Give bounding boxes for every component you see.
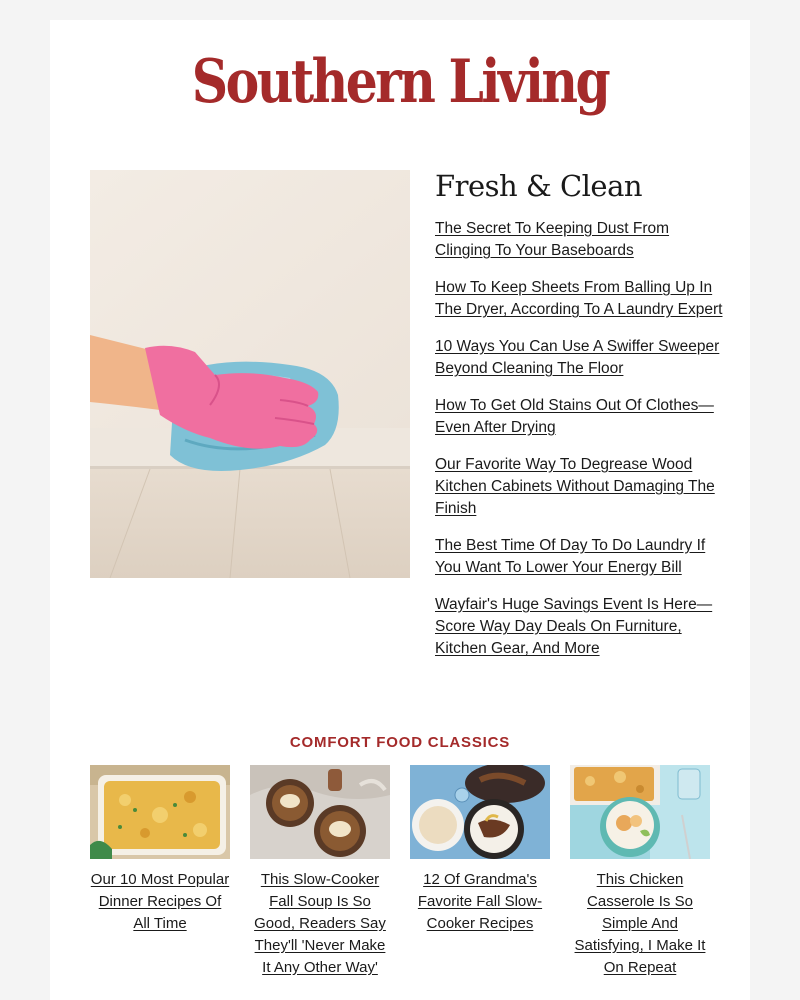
- feature-link-list: [435, 218, 725, 660]
- feature-link-stains[interactable]: How To Get Old Stains Out Of Clothes—Even After Drying: [435, 397, 714, 436]
- feature-link-wayfair[interactable]: Wayfair's Huge Savings Event Is Here—Score Way Day Deals On Furniture, Kitchen Gear, And More: [435, 596, 713, 657]
- email-card: [50, 20, 750, 1000]
- brand-logo[interactable]: Southern Living: [191, 47, 609, 117]
- recipe-card: [570, 765, 710, 979]
- hero-image[interactable]: [90, 170, 410, 578]
- recipe-image-slow-cooker-beef[interactable]: [410, 765, 550, 859]
- recipe-link-chicken-casserole[interactable]: This Chicken Casserole Is So Simple And Satisfying, I Make It On Repeat: [574, 871, 706, 976]
- list-item: [435, 336, 725, 380]
- recipe-link-slow-cooker-soup[interactable]: This Slow-Cooker Fall Soup Is So Good, Readers Say They'll 'Never Make It Any Other Way': [254, 871, 386, 976]
- section-heading: COMFORT FOOD CLASSICS: [289, 734, 511, 751]
- recipe-link-popular-dinners[interactable]: Our 10 Most Popular Dinner Recipes Of All Time: [90, 871, 230, 932]
- feature-section: [435, 168, 725, 675]
- recipe-image-casserole[interactable]: [90, 765, 230, 859]
- list-item: [435, 395, 725, 439]
- feature-title: Fresh & Clean: [435, 169, 643, 203]
- recipe-card: [250, 765, 390, 979]
- recipe-card: [410, 765, 550, 935]
- list-item: [435, 218, 725, 262]
- feature-link-cabinets[interactable]: Our Favorite Way To Degrease Wood Kitchen Cabinets Without Damaging The Finish: [435, 456, 715, 517]
- feature-link-baseboards[interactable]: The Secret To Keeping Dust From Clinging To Your Baseboards: [435, 220, 670, 259]
- list-item: [435, 277, 725, 321]
- list-item: [435, 535, 725, 579]
- feature-link-swiffer[interactable]: 10 Ways You Can Use A Swiffer Sweeper Beyond Cleaning The Floor: [435, 338, 720, 377]
- recipe-image-onion-soup[interactable]: [250, 765, 390, 859]
- feature-link-laundry-time[interactable]: The Best Time Of Day To Do Laundry If You Want To Lower Your Energy Bill: [435, 537, 706, 576]
- recipe-link-grandma-slow-cooker[interactable]: 12 Of Grandma's Favorite Fall Slow-Cooker Recipes: [417, 871, 543, 932]
- list-item: [435, 454, 725, 520]
- recipe-grid: [90, 765, 710, 995]
- recipe-card: [90, 765, 230, 935]
- feature-link-sheets[interactable]: How To Keep Sheets From Balling Up In The Dryer, According To A Laundry Expert: [435, 279, 723, 318]
- list-item: [435, 594, 725, 660]
- recipe-image-chicken-casserole[interactable]: [570, 765, 710, 859]
